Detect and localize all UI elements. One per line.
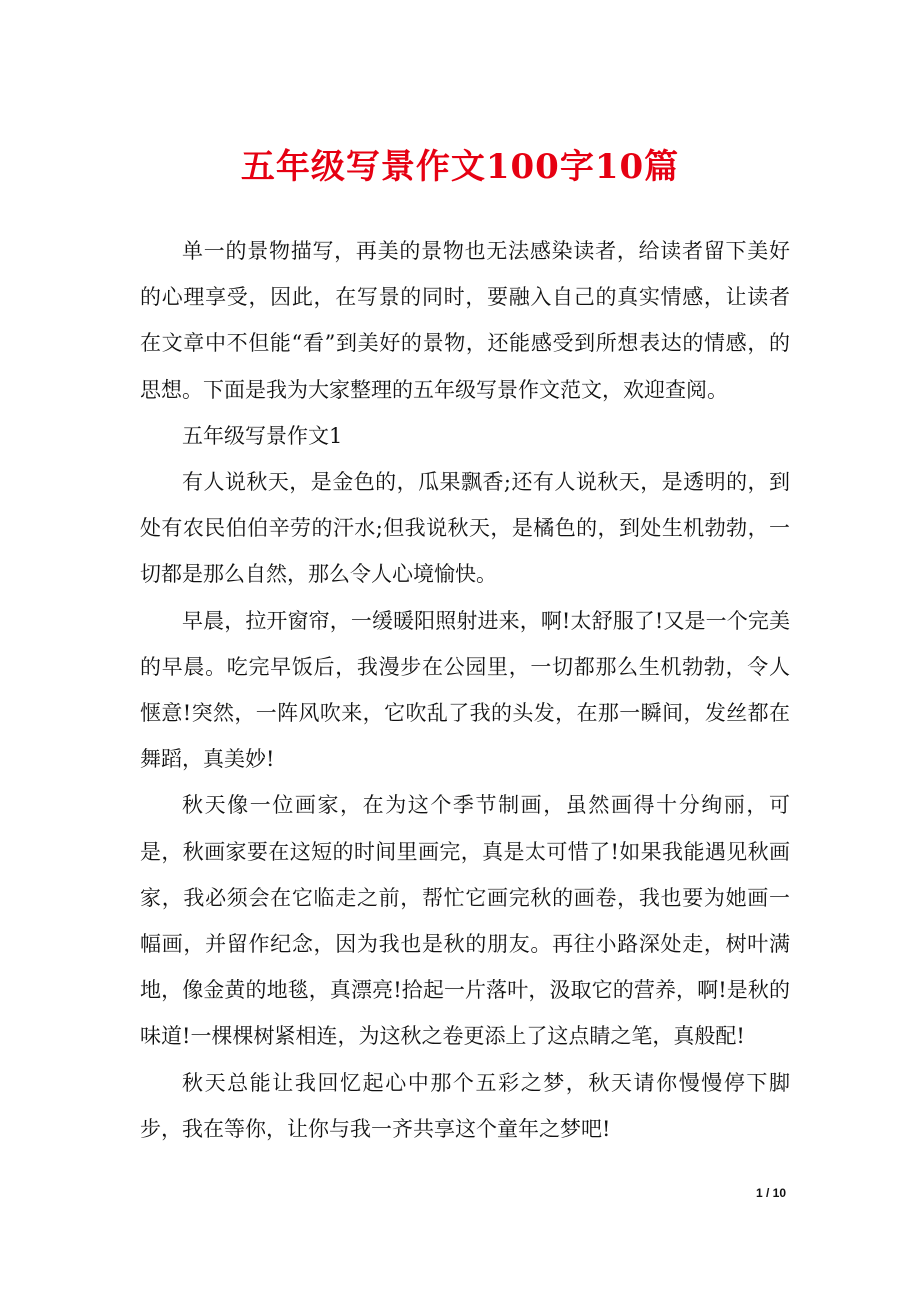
document-title: 五年级写景作文100字10篇 <box>240 147 680 187</box>
essay-paragraph: 早晨，拉开窗帘，一缓暖阳照射进来，啊!太舒服了!又是一个完美的早晨。吃完早饭后，我漫步在公园里，一切都那么生机勃勃，令人惬意!突然，一阵风吹来，它吹乱了我的头发，在那一瞬间，发丝都在舞蹈，真美妙! <box>140 608 790 772</box>
intro-paragraph: 单一的景物描写，再美的景物也无法感染读者，给读者留下美好的心理享受，因此，在写景的同时，要融入自己的真实情感，让读者在文章中不但能“看”到美好的景物，还能感受到所想表达的情感，的思想。下面是我为大家整理的五年级写景作文范文，欢迎查阅。 <box>140 239 790 402</box>
document-body <box>140 228 790 1152</box>
essay-paragraph: 秋天总能让我回忆起心中那个五彩之梦，秋天请你慢慢停下脚步，我在等你，让你与我一齐共享这个童年之梦吧! <box>140 1070 790 1141</box>
essay-heading: 五年级写景作文1 <box>182 423 343 448</box>
page-number: 1 / 10 <box>755 1186 786 1200</box>
essay-paragraph: 有人说秋天，是金色的，瓜果飘香;还有人说秋天，是透明的，到处有农民伯伯辛劳的汗水;但我说秋天，是橘色的，到处生机勃勃，一切都是那么自然，那么令人心境愉快。 <box>140 470 790 587</box>
essay-paragraph: 秋天像一位画家，在为这个季节制画，虽然画得十分绚丽，可是，秋画家要在这短的时间里画完，真是太可惜了!如果我能遇见秋画家，我必须会在它临走之前，帮忙它画完秋的画卷，我也要为她画一幅画，并留作纪念，因为我也是秋的朋友。再往小路深处走，树叶满地，像金黄的地毯，真漂亮!拾起一片落叶，汲取它的营养，啊!是秋的味道!一棵棵树紧相连，为这秋之卷更添上了这点睛之笔，真般配! <box>140 793 790 1049</box>
